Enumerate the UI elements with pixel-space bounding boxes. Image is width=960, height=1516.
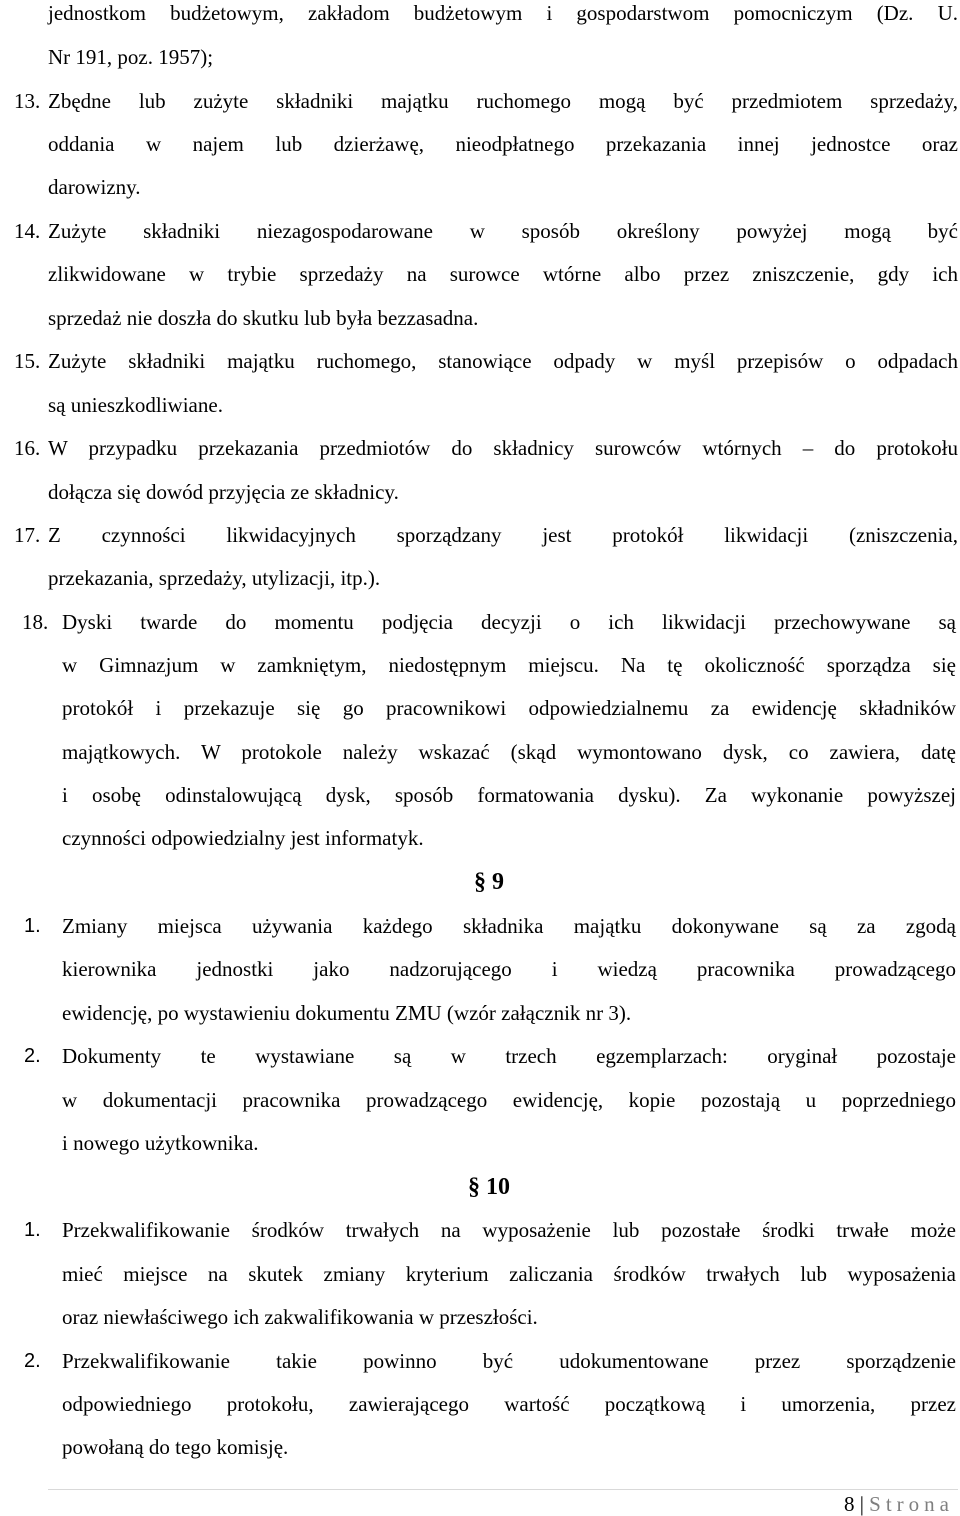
- item-13-number: 13.: [14, 89, 41, 113]
- item-15-line-1: Zużyte składniki majątku ruchomego, stanowiące odpady w myśl przepisów o odpadach: [48, 349, 958, 373]
- item-13-line-3: darowizny.: [48, 175, 141, 199]
- item-18-number: 18.: [22, 610, 49, 634]
- item-18-line-3: protokół i przekazuje się go pracownikowi odpowiedzialnemu za ewidencję składników: [62, 696, 956, 720]
- item-14-line-1: Zużyte składniki niezagospodarowane w sposób określony powyżej mogą być: [48, 219, 958, 243]
- section-9-heading: § 9: [474, 869, 504, 895]
- item-18-line-4: majątkowych. W protokole należy wskazać (skąd wymontowano dysk, co zawiera, datę: [62, 740, 956, 764]
- item-14-number: 14.: [14, 219, 41, 243]
- page-label: Strona: [869, 1492, 954, 1516]
- section-9-item-1-line-1: Zmiany miejsca używania każdego składnika majątku dokonywane są za zgodą: [62, 914, 956, 938]
- section-10-item-1-line-2: mieć miejsce na skutek zmiany kryterium zaliczania środków trwałych lub wyposażenia: [62, 1262, 956, 1286]
- section-9-item-2-line-3: i nowego użytkownika.: [62, 1131, 259, 1155]
- section-10-heading: § 10: [468, 1174, 510, 1200]
- section-9-item-2-number: 2.: [24, 1045, 41, 1067]
- section-9-item-1-number: 1.: [24, 915, 41, 937]
- item-14-line-2: zlikwidowane w trybie sprzedaży na surowce wtórne albo przez zniszczenie, gdy ich: [48, 262, 958, 286]
- footer-separator: |: [859, 1492, 864, 1516]
- item-13-line-2: oddania w najem lub dzierżawę, nieodpłatnego przekazania innej jednostce oraz: [48, 132, 958, 156]
- item-15-line-2: są unieszkodliwiane.: [48, 393, 223, 417]
- section-10-item-1-number: 1.: [24, 1219, 41, 1241]
- item-14-line-3: sprzedaż nie doszła do skutku lub była bezzasadna.: [48, 306, 479, 330]
- footer-divider: [48, 1489, 958, 1490]
- section-10-item-2-line-3: powołaną do tego komisję.: [62, 1435, 289, 1459]
- item-18-line-6: czynności odpowiedzialny jest informatyk.: [62, 826, 424, 850]
- item-16-line-1: W przypadku przekazania przedmiotów do składnicy surowców wtórnych – do protokołu: [48, 436, 958, 460]
- item-18-line-5: i osobę odinstalowującą dysk, sposób formatowania dysku). Za wykonanie powyższej: [62, 783, 956, 807]
- item-13-line-1: Zbędne lub zużyte składniki majątku ruchomego mogą być przedmiotem sprzedaży,: [48, 89, 958, 113]
- item-15-number: 15.: [14, 349, 41, 373]
- intro-line-2: Nr 191, poz. 1957);: [48, 45, 214, 69]
- section-10-item-2-number: 2.: [24, 1350, 41, 1372]
- section-10-item-1-line-3: oraz niewłaściwego ich zakwalifikowania w przeszłości.: [62, 1305, 538, 1329]
- page-number: 8: [843, 1492, 855, 1516]
- item-18-line-2: w Gimnazjum w zamkniętym, niedostępnym miejscu. Na tę okoliczność sporządza się: [62, 653, 956, 677]
- section-10-item-2-line-1: Przekwalifikowanie takie powinno być udokumentowane przez sporządzenie: [62, 1349, 956, 1373]
- section-10-item-2-line-2: odpowiedniego protokołu, zawierającego wartość początkową i umorzenia, przez: [62, 1392, 956, 1416]
- section-9-item-2-line-1: Dokumenty te wystawiane są w trzech egzemplarzach: oryginał pozostaje: [62, 1044, 956, 1068]
- item-16-line-2: dołącza się dowód przyjęcia ze składnicy.: [48, 480, 399, 504]
- page-footer: [844, 1494, 954, 1515]
- section-9-item-1-line-3: ewidencję, po wystawieniu dokumentu ZMU (wzór załącznik nr 3).: [62, 1001, 632, 1025]
- item-17-number: 17.: [14, 523, 41, 547]
- item-17-line-2: przekazania, sprzedaży, utylizacji, itp.).: [48, 566, 381, 590]
- item-18-line-1: Dyski twarde do momentu podjęcia decyzji o ich likwidacji przechowywane są: [62, 610, 956, 634]
- item-17-line-1: Z czynności likwidacyjnych sporządzany jest protokół likwidacji (zniszczenia,: [48, 523, 958, 547]
- item-16-number: 16.: [14, 436, 41, 460]
- section-10-item-1-line-1: Przekwalifikowanie środków trwałych na wyposażenie lub pozostałe środki trwałe może: [62, 1218, 956, 1242]
- intro-line-1: jednostkom budżetowym, zakładom budżetowym i gospodarstwom pomocniczym (Dz. U.: [48, 1, 958, 25]
- section-9-item-1-line-2: kierownika jednostki jako nadzorującego i wiedzą pracownika prowadzącego: [62, 957, 956, 981]
- section-9-item-2-line-2: w dokumentacji pracownika prowadzącego ewidencję, kopie pozostają u poprzedniego: [62, 1088, 956, 1112]
